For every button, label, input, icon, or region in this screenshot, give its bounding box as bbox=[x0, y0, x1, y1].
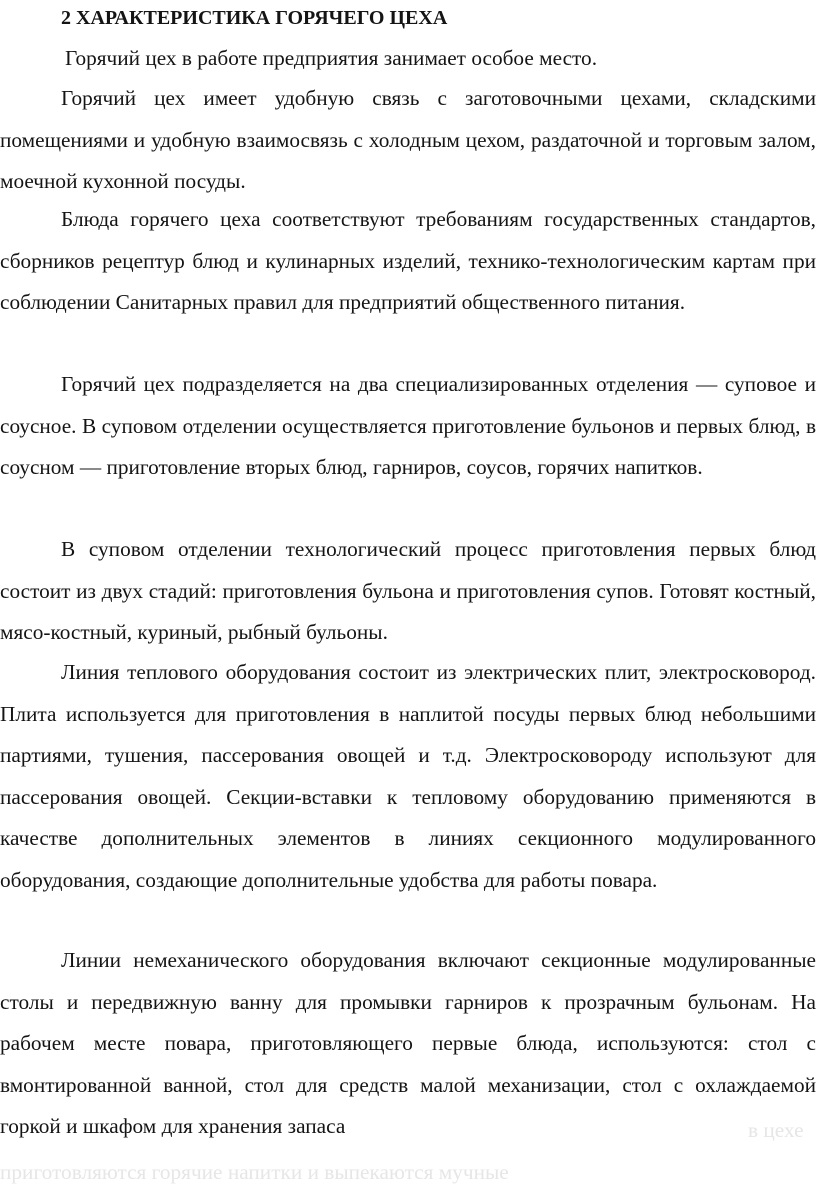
paragraph-5: В суповом отделении технологический процесс приготовления первых блюд состоит из двух стадий: приготовления бульона и приготовления супов. Готовят костный, мясо-костный, куриный, рыбный бульоны. bbox=[0, 537, 816, 644]
paragraph-6: Линия теплового оборудования состоит из электрических плит, электросковород. Плита используется для приготовления в наплитой посуды первых блюд небольшими партиями, тушения, пассерования овощей и т.д. Электросковороду используют для пассерования овощей. Секции-вставки к тепловому оборудованию применяются в качестве дополнительных элементов в линиях секционного модулированного оборудования, создающие дополнительные удобства для работы повара. bbox=[0, 660, 816, 892]
paragraph-7: Линии немеханического оборудования включают секционные модулированные столы и передвижную ванну для промывки гарниров к прозрачным бульонам. На рабочем месте повара, приготовляющего первые блюда, используются: стол с вмонтированной ванной, стол для средств малой механизации, стол с охлаждаемой горкой и шкафом для хранения запаса bbox=[0, 948, 816, 1138]
paragraph-2: Горячий цех имеет удобную связь с заготовочными цехами, складскими помещениями и удобную взаимосвязь с холодным цехом, раздаточной и торговым залом, моечной кухонной посуды. bbox=[0, 86, 816, 193]
paragraph-4: Горячий цех подразделяется на два специализированных отделения — суповое и соусное. В суповом отделении осуществляется приготовление бульонов и первых блюд, в соусном — приготовление вторых блюд, гарниров, соусов, горячих напитков. bbox=[0, 372, 816, 479]
paragraph-3: Блюда горячего цеха соответствуют требованиям государственных стандартов, сборников рецептур блюд и кулинарных изделий, технико-технологическим картам при соблюдении Санитарных правил для предприятий общественного питания. bbox=[0, 207, 816, 314]
paragraph-1: Горячий цех в работе предприятия занимает особое место. bbox=[65, 46, 598, 70]
section-title: 2 ХАРАКТЕРИСТИКА ГОРЯЧЕГО ЦЕХА bbox=[61, 7, 448, 29]
faded-text-tail: в цехе bbox=[748, 1118, 804, 1142]
faded-text-line: приготовляются горячие напитки и выпекаются мучные bbox=[0, 1160, 509, 1184]
